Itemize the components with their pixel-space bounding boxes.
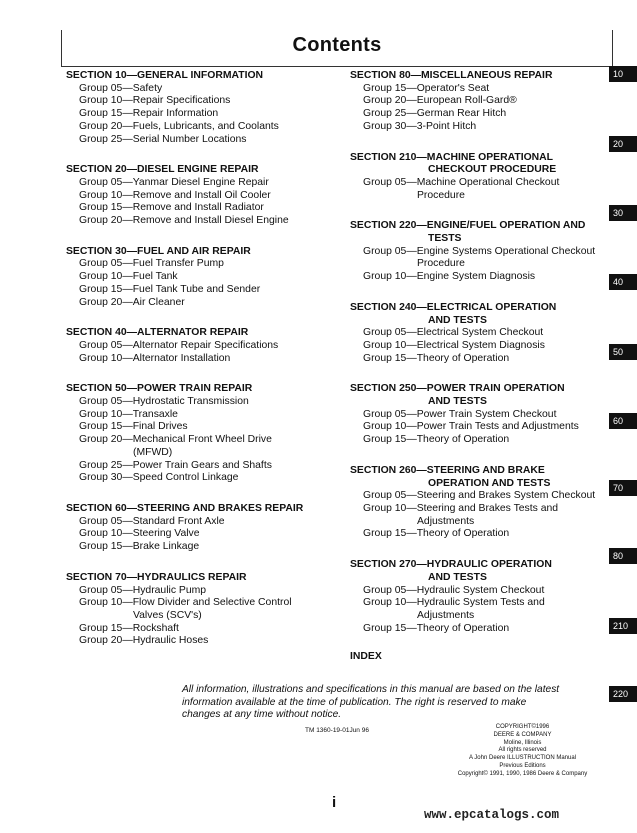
section-title: SECTION 240—ELECTRICAL OPERATION (350, 301, 557, 313)
toc-section (350, 559, 612, 635)
group-entry: Group 20—Mechanical Front Wheel Drive (79, 434, 272, 446)
group-entry: Group 05—Hydraulic Pump (79, 584, 207, 596)
section-title: SECTION 20—DIESEL ENGINE REPAIR (66, 164, 259, 176)
group-entry: Group 10—Steering Valve (79, 528, 200, 540)
group-entry: Group 10—Hydraulic System Tests and (363, 597, 545, 609)
toc-section (66, 572, 341, 648)
section-title-continued: OPERATION AND TESTS (428, 477, 551, 489)
group-entry: Group 15—Fuel Tank Tube and Sender (79, 283, 261, 295)
section-title: SECTION 270—HYDRAULIC OPERATION (350, 559, 552, 571)
toc-section (350, 220, 612, 284)
group-entry: Group 10—Engine System Diagnosis (363, 271, 536, 283)
section-tab: 20 (609, 136, 637, 152)
group-entry: Group 05—Alternator Repair Specifications (79, 339, 279, 351)
copyright-line: A John Deere ILLUSTRUCTION Manual (468, 755, 577, 762)
section-title-continued: AND TESTS (428, 571, 487, 583)
group-entry-continued: (MFWD) (133, 446, 173, 458)
group-entry: Group 10—Steering and Brakes Tests and (363, 502, 559, 514)
toc-section (66, 70, 341, 146)
group-entry-continued: Procedure (417, 189, 465, 201)
toc-section (66, 164, 341, 228)
group-entry: Group 10—Alternator Installation (79, 352, 231, 364)
group-entry: Group 15—Rockshaft (79, 622, 179, 634)
copyright-line: Previous Editions (499, 762, 546, 769)
toc-section (350, 70, 612, 134)
section-tab: 210 (609, 618, 637, 634)
group-entry: Group 05—Standard Front Axle (79, 515, 225, 527)
section-title: SECTION 70—HYDRAULICS REPAIR (66, 571, 247, 583)
group-entry: Group 15—Repair Information (79, 108, 219, 120)
copyright-line: All rights reserved (498, 747, 547, 754)
group-entry: Group 10—Transaxle (79, 408, 178, 420)
section-tab: 30 (609, 205, 637, 221)
section-title: SECTION 50—POWER TRAIN REPAIR (66, 383, 253, 395)
section-tab: 60 (609, 413, 637, 429)
copyright-line: DEERE & COMPANY (493, 731, 552, 738)
group-entry: Group 05—Power Train System Checkout (363, 408, 557, 420)
group-entry: Group 15—Theory of Operation (363, 528, 510, 540)
toc-section (66, 383, 341, 485)
page-number: i (332, 794, 337, 811)
group-entry: Group 10—Power Train Tests and Adjustments (363, 421, 579, 433)
section-tab: 70 (609, 480, 637, 496)
group-entry: Group 05—Machine Operational Checkout (363, 176, 560, 188)
toc-section (66, 327, 341, 365)
group-entry: Group 10—Electrical System Diagnosis (363, 339, 545, 351)
section-title: SECTION 60—STEERING AND BRAKES REPAIR (66, 502, 304, 514)
group-entry: Group 10—Flow Divider and Selective Control (79, 597, 292, 609)
tm-code: TM 1360-19-01Jun 96 (305, 727, 369, 734)
group-entry: Group 15—Final Drives (79, 421, 188, 433)
group-entry-continued: Valves (SCV's) (133, 609, 202, 621)
section-title: SECTION 250—POWER TRAIN OPERATION (350, 383, 565, 395)
group-entry: Group 15—Brake Linkage (79, 541, 200, 553)
group-entry: Group 15—Operator's Seat (363, 82, 490, 94)
section-tab: 10 (609, 66, 637, 82)
toc-section (66, 503, 341, 554)
group-entry: Group 05—Steering and Brakes System Checkout (363, 490, 596, 502)
section-title-continued: AND TESTS (428, 314, 487, 326)
right-column (350, 70, 612, 664)
copyright-line: COPYRIGHT©1996 (495, 724, 550, 730)
group-entry: Group 05—Safety (79, 82, 163, 94)
group-entry: Group 20—Fuels, Lubricants, and Coolants (79, 120, 279, 132)
section-title: SECTION 260—STEERING AND BRAKE (350, 464, 545, 476)
group-entry: Group 20—Hydraulic Hoses (79, 635, 209, 647)
section-title: SECTION 220—ENGINE/FUEL OPERATION AND (350, 220, 586, 232)
group-entry-continued: Procedure (417, 258, 465, 270)
section-title: SECTION 30—FUEL AND AIR REPAIR (66, 245, 251, 257)
group-entry: Group 05—Yanmar Diesel Engine Repair (79, 176, 269, 188)
group-entry-continued: Adjustments (417, 609, 475, 621)
group-entry: Group 15—Theory of Operation (363, 622, 510, 634)
toc-section (350, 383, 612, 447)
toc-section (350, 152, 612, 203)
left-column (66, 70, 341, 666)
group-entry: Group 05—Hydrostatic Transmission (79, 396, 249, 408)
group-entry: Group 15—Theory of Operation (363, 434, 510, 446)
group-entry: Group 10—Repair Specifications (79, 95, 231, 107)
toc-section (66, 246, 341, 310)
toc-section (350, 465, 612, 541)
watermark: www.epcatalogs.com (424, 808, 560, 822)
section-title-continued: TESTS (428, 233, 462, 245)
section-title: SECTION 40—ALTERNATOR REPAIR (66, 327, 249, 339)
section-title-continued: CHECKOUT PROCEDURE (428, 164, 557, 176)
group-entry: Group 30—3-Point Hitch (363, 120, 477, 132)
group-entry: Group 05—Electrical System Checkout (363, 327, 544, 339)
group-entry: Group 25—Serial Number Locations (79, 133, 247, 145)
group-entry: Group 15—Remove and Install Radiator (79, 202, 264, 214)
copyright-line: Moline, Illinois (503, 739, 542, 746)
group-entry-continued: Adjustments (417, 515, 475, 527)
index-entry: INDEX (350, 651, 382, 663)
disclaimer-notice: All information, illustrations and specifications in this manual are based on the latest information available at the time of publication. The right is reserved to make changes at any time without notice. (182, 684, 560, 721)
section-title-continued: AND TESTS (428, 396, 487, 408)
group-entry: Group 20—Air Cleaner (79, 296, 185, 308)
group-entry: Group 25—Power Train Gears and Shafts (79, 459, 272, 471)
page-title: Contents (292, 34, 382, 56)
group-entry: Group 05—Engine Systems Operational Checkout (363, 245, 596, 257)
group-entry: Group 10—Fuel Tank (79, 271, 178, 283)
group-entry: Group 15—Theory of Operation (363, 352, 510, 364)
copyright-line: Copyright© 1991, 1990, 1986 Deere & Company (457, 770, 588, 777)
group-entry: Group 05—Hydraulic System Checkout (363, 584, 545, 596)
toc-section (350, 302, 612, 366)
title-frame (61, 30, 613, 67)
group-entry: Group 10—Remove and Install Oil Cooler (79, 189, 271, 201)
group-entry: Group 05—Fuel Transfer Pump (79, 258, 224, 270)
section-title: SECTION 10—GENERAL INFORMATION (66, 70, 264, 81)
group-entry: Group 30—Speed Control Linkage (79, 472, 239, 484)
section-tab: 220 (609, 686, 637, 702)
group-entry: Group 20—European Roll-Gard® (363, 95, 517, 107)
copyright-block (440, 724, 605, 779)
group-entry: Group 20—Remove and Install Diesel Engine (79, 215, 289, 227)
section-tab: 40 (609, 274, 637, 290)
section-tab: 50 (609, 344, 637, 360)
group-entry: Group 25—German Rear Hitch (363, 108, 507, 120)
section-title: SECTION 80—MISCELLANEOUS REPAIR (350, 70, 553, 81)
section-tabs (609, 66, 637, 766)
section-tab: 80 (609, 548, 637, 564)
section-title: SECTION 210—MACHINE OPERATIONAL (350, 151, 554, 163)
